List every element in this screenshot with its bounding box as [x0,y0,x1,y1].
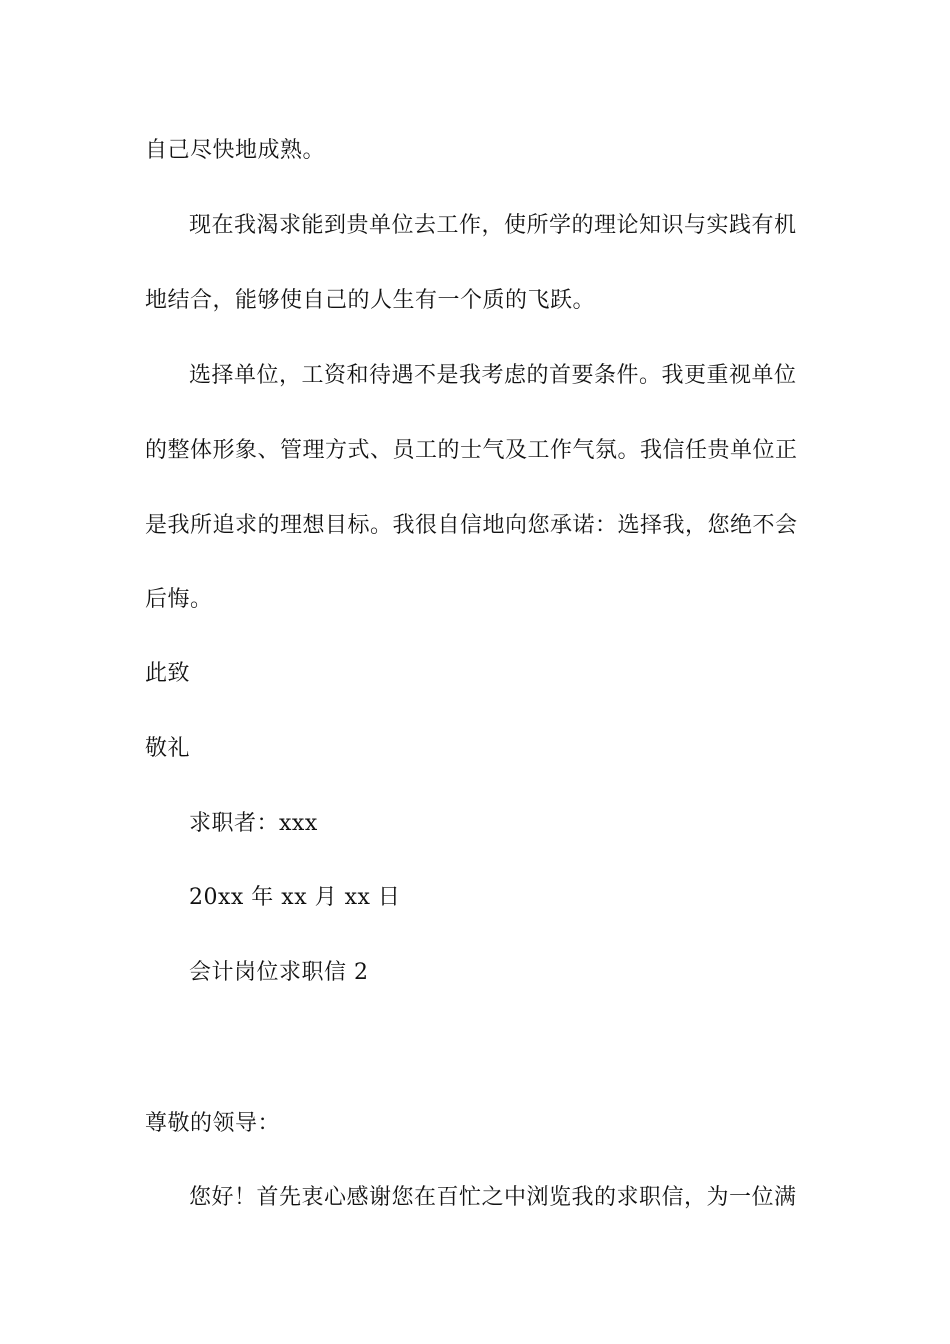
paragraph-line: 现在我渴求能到贵单位去工作，使所学的理论知识与实践有机 [189,213,797,238]
paragraph-line: 您好！首先衷心感谢您在百忙之中浏览我的求职信，为一位满 [189,1185,797,1210]
signature-line: 求职者：xxx [189,811,318,836]
paragraph-line: 地结合，能够使自己的人生有一个质的飞跃。 [145,288,596,313]
closing-salute: 敬礼 [145,736,191,761]
paragraph-line: 选择单位，工资和待遇不是我考虑的首要条件。我更重视单位 [189,363,797,388]
date-line: 20xx 年 xx 月 xx 日 [189,885,401,910]
paragraph-line: 自己尽快地成熟。 [145,138,326,163]
salutation: 尊敬的领导： [145,1111,281,1136]
letter-title: 会计岗位求职信 2 [189,960,369,985]
closing-phrase: 此致 [145,661,191,686]
paragraph-line: 是我所追求的理想目标。我很自信地向您承诺：选择我，您绝不会 [145,513,798,538]
paragraph-line: 后悔。 [145,587,213,612]
paragraph-line: 的整体形象、管理方式、员工的士气及工作气氛。我信任贵单位正 [145,438,798,463]
